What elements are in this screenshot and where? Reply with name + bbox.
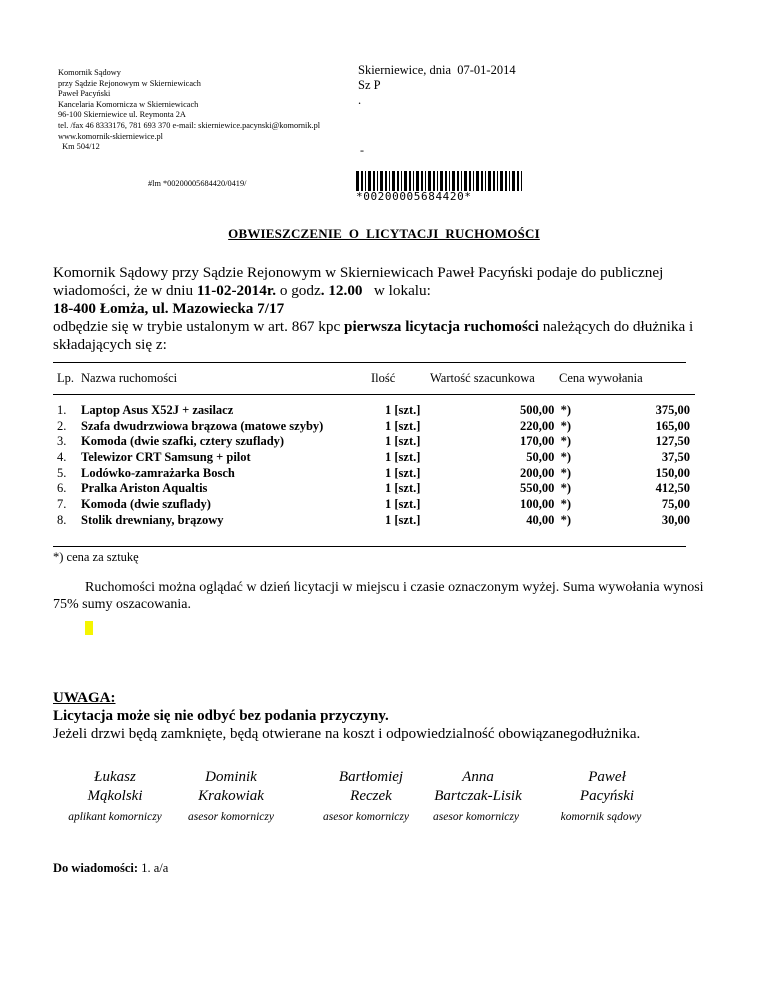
warning-heading: UWAGA: — [53, 690, 116, 706]
row-value: 200,00 *) — [519, 465, 571, 480]
signatory-role: aplikant komorniczy — [68, 811, 162, 823]
intro-text-5: należących do dłużnika i składających się z: — [53, 318, 694, 353]
place-date: Skierniewice, dnia 07-01-2014 — [358, 63, 516, 77]
row-lp: 8. — [57, 512, 67, 527]
header-name: Nazwa ruchomości — [81, 371, 178, 385]
barcode-bar — [500, 171, 503, 193]
signatory-role: komornik sądowy — [560, 811, 642, 823]
sender-line: Paweł Pacyński — [58, 89, 111, 99]
intro-paragraph — [53, 264, 718, 354]
row-lp: 6. — [57, 481, 67, 496]
row-price: 75,00 — [661, 497, 690, 512]
sender-line: tel. /fax 46 8333176, 781 693 370 e-mail: skierniewice.pacynski@komornik.pl — [58, 120, 321, 130]
signatory-first-name: Dominik — [205, 769, 257, 785]
sender-line: Komornik Sądowy — [58, 68, 121, 77]
reference-code: #lm *00200005684420/0419/ — [148, 179, 247, 188]
row-value: 550,00 *) — [519, 481, 571, 496]
row-lp: 7. — [57, 497, 67, 512]
auction-time: . 12.00 — [320, 282, 363, 299]
dash-mark: - — [360, 143, 364, 157]
signatory-name — [418, 768, 538, 806]
row-name: Laptop Asus X52J + zasilacz — [81, 403, 234, 417]
barcode-bar — [473, 171, 474, 193]
table-bottom-rule — [53, 546, 686, 547]
auction-type: pierwsza licytacja ruchomości — [344, 318, 539, 335]
auction-location: 18-400 Łomża, ul. Mazowiecka 7/17 — [53, 300, 285, 317]
row-lp: 3. — [57, 434, 67, 449]
row-value: 40,00 *) — [526, 512, 571, 527]
warning-block — [53, 689, 640, 743]
barcode-bar — [497, 171, 498, 193]
signatory-first-name: Paweł — [588, 769, 626, 785]
row-lp: 4. — [57, 450, 67, 465]
distribution-footer — [53, 861, 168, 876]
row-qty: 1 [szt.] — [385, 497, 421, 512]
row-value: 500,00 *) — [519, 403, 571, 417]
row-price: 127,50 — [655, 434, 690, 449]
signatory-last-name: Reczek — [350, 788, 392, 804]
viewing-paragraph — [53, 579, 721, 613]
signatory-last-name: Krakowiak — [198, 788, 264, 804]
signatory-role: asesor komorniczy — [323, 811, 409, 823]
barcode-bar — [517, 171, 519, 193]
barcode-bar — [485, 171, 486, 193]
viewing-text: Ruchomości można oglądać w dzień licytacji w miejscu i czasie oznaczonym wyżej. Suma wywołania wynosi 75% sumy oszacowania. — [53, 580, 704, 612]
signatory-role: asesor komorniczy — [188, 811, 274, 823]
row-qty: 1 [szt.] — [385, 512, 421, 527]
row-value: 170,00 *) — [519, 434, 571, 449]
signatory-name — [176, 768, 286, 806]
row-qty: 1 [szt.] — [385, 434, 421, 449]
intro-text-1: Komornik Sądowy przy Sądzie Rejonowym w Skierniewicach Paweł Pacyński podaje do publicznej wiadomości, że w dniu — [53, 264, 664, 299]
row-qty: 1 [szt.] — [385, 403, 421, 417]
barcode-bar — [488, 171, 491, 193]
row-qty: 1 [szt.] — [385, 450, 421, 465]
header-price: Cena wywołania — [559, 371, 643, 385]
signatory-first-name: Bartłomiej — [338, 769, 404, 785]
barcode-bar — [493, 171, 495, 193]
row-lp: 1. — [57, 403, 67, 417]
row-name: Komoda (dwie szafki, cztery szuflady) — [81, 434, 285, 449]
auction-date: 11-02-2014r. — [196, 282, 277, 299]
dot-mark: . — [358, 93, 362, 107]
table-top-rule — [53, 362, 686, 363]
row-qty: 1 [szt.] — [385, 465, 421, 480]
signatory-name — [63, 768, 167, 806]
initials: Sz P — [358, 78, 381, 92]
table-header-rule — [53, 394, 695, 395]
row-name: Komoda (dwie szuflady) — [81, 497, 211, 512]
header-value: Wartość szacunkowa — [430, 371, 535, 385]
price-footnote: *) cena za sztukę — [53, 550, 139, 564]
sender-line: 96-100 Skierniewice ul. Reymonta 2A — [58, 110, 186, 120]
row-qty: 1 [szt.] — [385, 481, 421, 496]
document-title: OBWIESZCZENIE O LICYTACJI RUCHOMOŚCI — [228, 226, 540, 241]
barcode-bar — [509, 171, 510, 193]
barcode-bar — [521, 171, 522, 193]
barcode-bar — [512, 171, 515, 193]
intro-text-3: w lokalu: — [362, 282, 431, 299]
signatory-last-name: Bartczak-Lisik — [434, 788, 522, 804]
barcode-bar — [481, 171, 483, 193]
signatory-name — [552, 768, 662, 806]
row-price: 165,00 — [655, 418, 690, 433]
distribution-value: 1. a/a — [138, 861, 169, 875]
sender-line: www.komornik-skierniewice.pl — [58, 131, 163, 141]
signatory-first-name: Łukasz — [94, 769, 136, 785]
row-name: Lodówko-zamrażarka Bosch — [81, 465, 235, 480]
row-price: 412,50 — [655, 481, 690, 496]
signatory-first-name: Anna — [462, 769, 494, 785]
warning-line-2: Jeżeli drzwi będą zamknięte, będą otwierane na koszt i odpowiedzialność obowiązanegodłużnika. — [53, 726, 641, 742]
row-value: 220,00 *) — [519, 418, 571, 433]
intro-text-4: odbędzie się w trybie ustalonym w art. 867 kpc — [53, 318, 345, 335]
signatory-last-name: Mąkolski — [87, 788, 143, 804]
barcode-text: *00200005684420* — [356, 191, 524, 202]
sender-line: Km 504/12 — [58, 142, 100, 152]
sender-line: przy Sądzie Rejonowym w Skierniewicach — [58, 78, 201, 88]
warning-line-1: Licytacja może się nie odbyć bez podania przyczyny. — [53, 708, 389, 724]
row-price: 30,00 — [661, 512, 690, 527]
row-name: Szafa dwudrzwiowa brązowa (matowe szyby) — [81, 418, 324, 433]
row-price: 150,00 — [655, 465, 690, 480]
signatory-role: asesor komorniczy — [433, 811, 519, 823]
row-lp: 2. — [57, 418, 67, 433]
sender-address-block — [58, 68, 320, 153]
row-price: 375,00 — [655, 403, 690, 417]
place-date-block — [358, 63, 516, 108]
header-qty: Ilość — [371, 371, 396, 385]
row-name: Telewizor CRT Samsung + pilot — [81, 450, 251, 465]
row-qty: 1 [szt.] — [385, 418, 421, 433]
barcode-bar — [505, 171, 507, 193]
barcode — [356, 171, 524, 202]
row-name: Pralka Ariston Aqualtis — [81, 481, 208, 496]
sender-line: Kancelaria Komornicza w Skierniewicach — [58, 99, 199, 109]
highlight-marker — [85, 621, 93, 635]
barcode-bar — [476, 171, 479, 193]
row-name: Stolik drewniany, brązowy — [81, 512, 224, 527]
row-price: 37,50 — [661, 450, 690, 465]
header-lp: Lp. — [57, 371, 75, 385]
row-value: 50,00 *) — [526, 450, 571, 465]
signatory-name — [316, 768, 426, 806]
row-value: 100,00 *) — [519, 497, 571, 512]
row-lp: 5. — [57, 465, 67, 480]
distribution-label: Do wiadomości: — [53, 861, 139, 875]
intro-text-2: o godz — [276, 282, 321, 299]
signatory-last-name: Pacyński — [579, 788, 635, 804]
